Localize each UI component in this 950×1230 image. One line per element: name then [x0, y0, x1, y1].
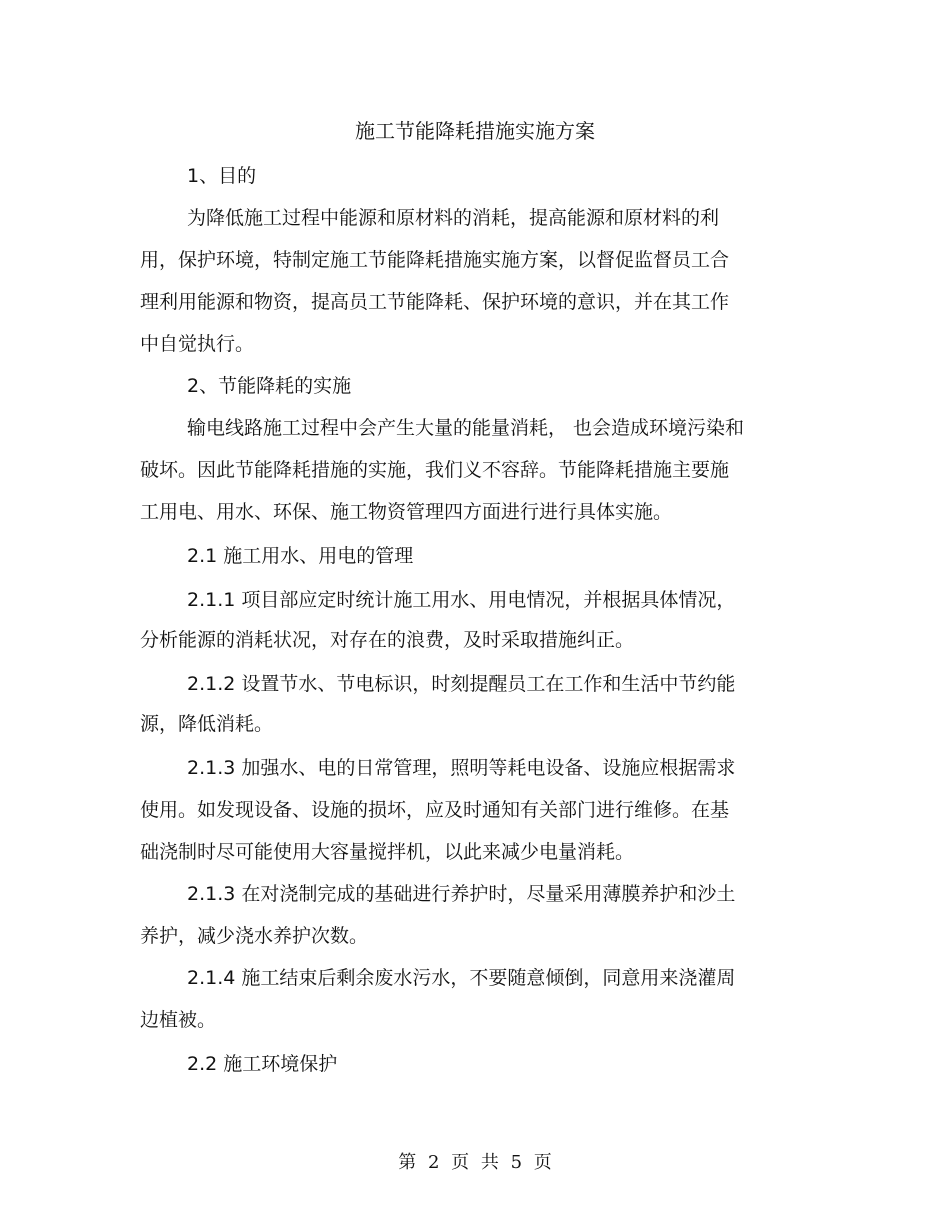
- paragraph-line: 输电线路施工过程中会产生大量的能量消耗， 也会造成环境污染和: [187, 417, 745, 439]
- paragraph-line: 破坏。因此节能降耗措施的实施，我们义不容辞。节能降耗措施主要施: [140, 459, 730, 481]
- paragraph-line: 边植被。: [140, 1009, 217, 1031]
- document-title: 施工节能降耗措施实施方案: [355, 119, 595, 143]
- paragraph-line: 养护，减少浇水养护次数。: [140, 925, 369, 947]
- section-heading-purpose: 1、目的: [187, 165, 257, 187]
- page-number-footer: 第 2 页 共 5 页: [398, 1152, 552, 1173]
- paragraph-line: 为降低施工过程中能源和原材料的消耗，提高能源和原材料的利: [187, 207, 720, 229]
- paragraph-line: 中自觉执行。: [140, 333, 255, 355]
- paragraph-line: 2.1.2 设置节水、节电标识，时刻提醒员工在工作和生活中节约能: [187, 673, 736, 695]
- paragraph-line: 2.1.3 在对浇制完成的基础进行养护时，尽量采用薄膜养护和沙土: [187, 883, 736, 905]
- paragraph-line: 使用。如发现设备、设施的损坏，应及时通知有关部门进行维修。在基: [140, 799, 730, 821]
- paragraph-line: 2.1.3 加强水、电的日常管理，照明等耗电设备、设施应根据需求: [187, 757, 736, 779]
- paragraph-line: 工用电、用水、环保、施工物资管理四方面进行进行具体实施。: [140, 501, 673, 523]
- paragraph-line: 2.1.1 项目部应定时统计施工用水、用电情况，并根据具体情况，: [187, 589, 736, 611]
- paragraph-line: 础浇制时尽可能使用大容量搅拌机，以此来减少电量消耗。: [140, 841, 635, 863]
- subsection-heading-water-power: 2.1 施工用水、用电的管理: [187, 545, 414, 567]
- paragraph-line: 理利用能源和物资，提高员工节能降耗、保护环境的意识，并在其工作: [140, 291, 730, 313]
- paragraph-line: 源，降低消耗。: [140, 713, 274, 735]
- paragraph-line: 用，保护环境，特制定施工节能降耗措施实施方案，以督促监督员工合: [140, 249, 730, 271]
- paragraph-line: 分析能源的消耗状况，对存在的浪费，及时采取措施纠正。: [140, 629, 635, 651]
- subsection-heading-environment: 2.2 施工环境保护: [187, 1053, 338, 1075]
- paragraph-line: 2.1.4 施工结束后剩余废水污水，不要随意倾倒，同意用来浇灌周: [187, 967, 736, 989]
- section-heading-implementation: 2、节能降耗的实施: [187, 375, 352, 397]
